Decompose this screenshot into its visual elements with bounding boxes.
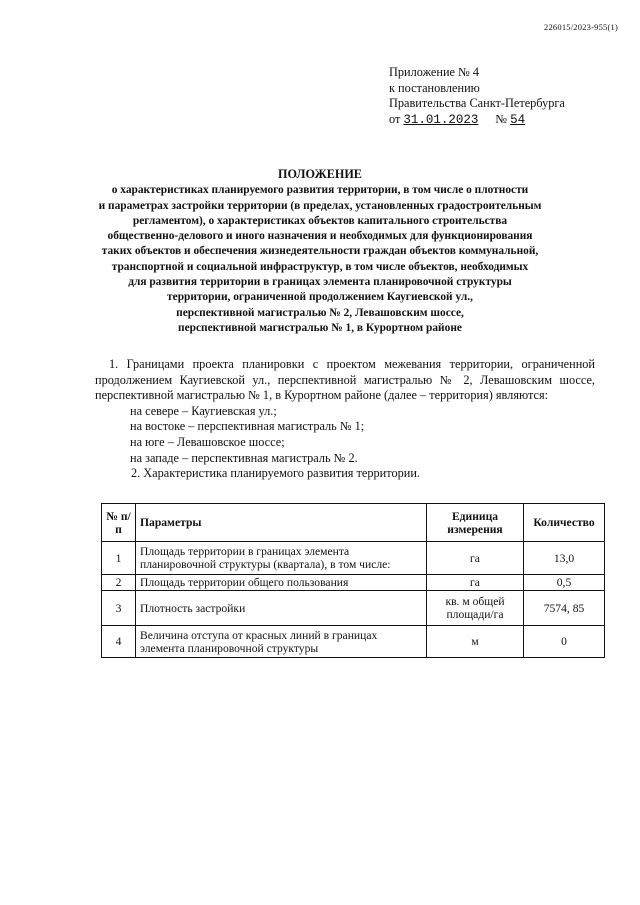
annex-date-line (389, 112, 619, 129)
characteristics-table (101, 503, 605, 658)
table-row (102, 626, 605, 658)
title-line: о характеристиках планируемого развития территории, в том числе о плотности (111, 184, 529, 197)
document-registration-code: 226015/2023-955(1) (544, 22, 618, 32)
title-line: регламентом), о характеристиках объектов капитального строительства (132, 214, 508, 227)
paragraph-1: 1. Границами проекта планировки с проектом межевания территории, ограниченной продолжением Каугиевской ул., перспективной магистралью № 2, Левашовским шоссе, перспективной магистралью № 1, в Курортном районе (далее – территория) являются: (95, 357, 595, 403)
title-line: транспортной и социальной инфраструктур, в том числе объектов, необходимых (111, 260, 529, 273)
resolution-number: 54 (510, 112, 526, 127)
date-prefix: от (389, 111, 401, 126)
annex-number: Приложение № 4 (389, 65, 480, 79)
annex-issuer: Правительства Санкт-Петербурга (389, 96, 565, 111)
title-line: общественно-делового и иного назначения и необходимых для функционирования (107, 230, 533, 243)
row-unit: кв. м общей площади/га (427, 591, 524, 626)
title-heading: ПОЛОЖЕНИЕ (278, 167, 362, 181)
row-unit: га (427, 542, 524, 575)
row-param: Площадь территории в границах элемента планировочной структуры (квартала), в том числе: (136, 542, 427, 575)
border-east: на востоке – перспективная магистраль № 1; (130, 419, 365, 434)
table-row (102, 591, 605, 626)
table-header-row (102, 504, 605, 542)
row-num: 1 (102, 542, 136, 575)
row-num: 3 (102, 591, 136, 626)
row-qty: 7574, 85 (524, 591, 605, 626)
title-line: перспективной магистралью № 2, Левашовским шоссе, (176, 306, 464, 319)
document-title (80, 167, 560, 336)
resolution-date: 31.01.2023 (403, 112, 479, 127)
title-line: перспективной магистралью № 1, в Курортном районе (178, 321, 462, 334)
title-line: для развития территории в границах элемента планировочной структуры (128, 276, 512, 289)
document-body (95, 357, 595, 482)
number-prefix: № (495, 111, 508, 126)
title-line: территории, ограниченной продолжением Каугиевской ул., (167, 291, 473, 304)
row-param: Плотность застройки (136, 591, 427, 626)
row-qty: 13,0 (524, 542, 605, 575)
border-north: на севере – Каугиевская ул.; (130, 403, 277, 418)
table-row (102, 542, 605, 575)
row-unit: м (427, 626, 524, 658)
paragraph-2: 2. Характеристика планируемого развития территории. (131, 466, 420, 481)
border-west: на западе – перспективная магистраль № 2. (130, 450, 358, 465)
row-num: 2 (102, 575, 136, 591)
row-num: 4 (102, 626, 136, 658)
title-line: таких объектов и обеспечения жизнедеятельности граждан объектов коммунальной, (101, 245, 539, 258)
row-param: Площадь территории общего пользования (136, 575, 427, 591)
row-qty: 0 (524, 626, 605, 658)
table-row (102, 575, 605, 591)
row-param: Величина отступа от красных линий в границах элемента планировочной структуры (136, 626, 427, 658)
title-line: и параметрах застройки территории (в пределах, установленных градостроительным (98, 199, 542, 212)
header-num: № п/п (102, 504, 136, 542)
row-unit: га (427, 575, 524, 591)
header-unit: Единица измерения (427, 504, 524, 542)
border-south: на юге – Левашовское шоссе; (130, 434, 285, 449)
header-qty: Количество (524, 504, 605, 542)
row-qty: 0,5 (524, 575, 605, 591)
annex-reference: к постановлению (389, 80, 480, 95)
annex-header (389, 65, 619, 128)
header-param: Параметры (136, 504, 427, 542)
